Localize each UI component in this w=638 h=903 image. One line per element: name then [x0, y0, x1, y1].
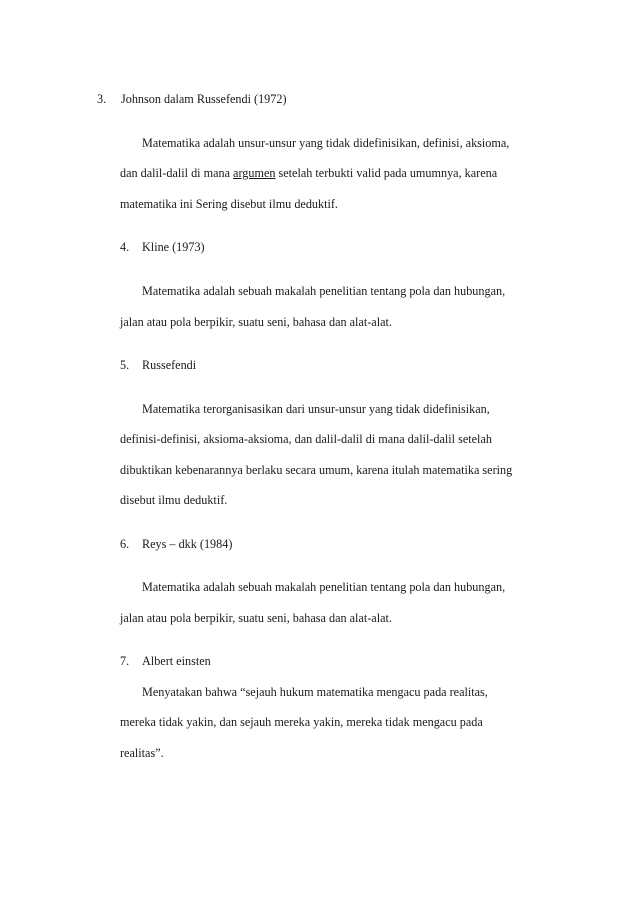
entry-number: 4. — [120, 240, 130, 254]
paragraph-line: disebut ilmu deduktif. — [120, 493, 228, 507]
entry-number: 6. — [120, 537, 130, 551]
entry-number: 7. — [120, 654, 130, 668]
paragraph-line: Matematika adalah sebuah makalah penelitian tentang pola dan hubungan, — [142, 284, 506, 298]
paragraph-line: dibuktikan kebenarannya berlaku secara umum, karena itulah matematika sering — [120, 463, 513, 477]
text-span: setelah terbukti valid pada umumnya, karena — [275, 166, 498, 180]
paragraph-line: mereka tidak yakin, dan sejauh mereka yakin, mereka tidak mengacu pada — [120, 715, 483, 729]
paragraph-line: Matematika terorganisasikan dari unsur-unsur yang tidak didefinisikan, — [142, 402, 490, 416]
entry-heading: Russefendi — [142, 358, 197, 372]
paragraph-line: matematika ini Sering disebut ilmu deduktif. — [120, 197, 338, 211]
paragraph-line: jalan atau pola berpikir, suatu seni, bahasa dan alat-alat. — [120, 611, 392, 625]
paragraph-line — [120, 166, 497, 180]
paragraph-line: Matematika adalah unsur-unsur yang tidak didefinisikan, definisi, aksioma, — [142, 136, 510, 150]
entry-heading: Reys – dkk (1984) — [142, 537, 233, 551]
underlined-word: argumen — [233, 166, 276, 180]
entry-number: 3. — [97, 92, 107, 106]
paragraph-line: definisi-definisi, aksioma-aksioma, dan dalil-dalil di mana dalil-dalil setelah — [120, 432, 492, 446]
paragraph-line: jalan atau pola berpikir, suatu seni, bahasa dan alat-alat. — [120, 315, 392, 329]
paragraph-line: Matematika adalah sebuah makalah penelitian tentang pola dan hubungan, — [142, 580, 506, 594]
entry-number: 5. — [120, 358, 130, 372]
paragraph-line: Menyatakan bahwa “sejauh hukum matematika mengacu pada realitas, — [142, 685, 488, 699]
paragraph-line: realitas”. — [120, 746, 164, 760]
entry-heading: Johnson dalam Russefendi (1972) — [121, 92, 287, 106]
text-span: dan dalil-dalil di mana — [120, 166, 234, 180]
entry-heading: Albert einsten — [142, 654, 211, 668]
entry-heading: Kline (1973) — [142, 240, 205, 254]
